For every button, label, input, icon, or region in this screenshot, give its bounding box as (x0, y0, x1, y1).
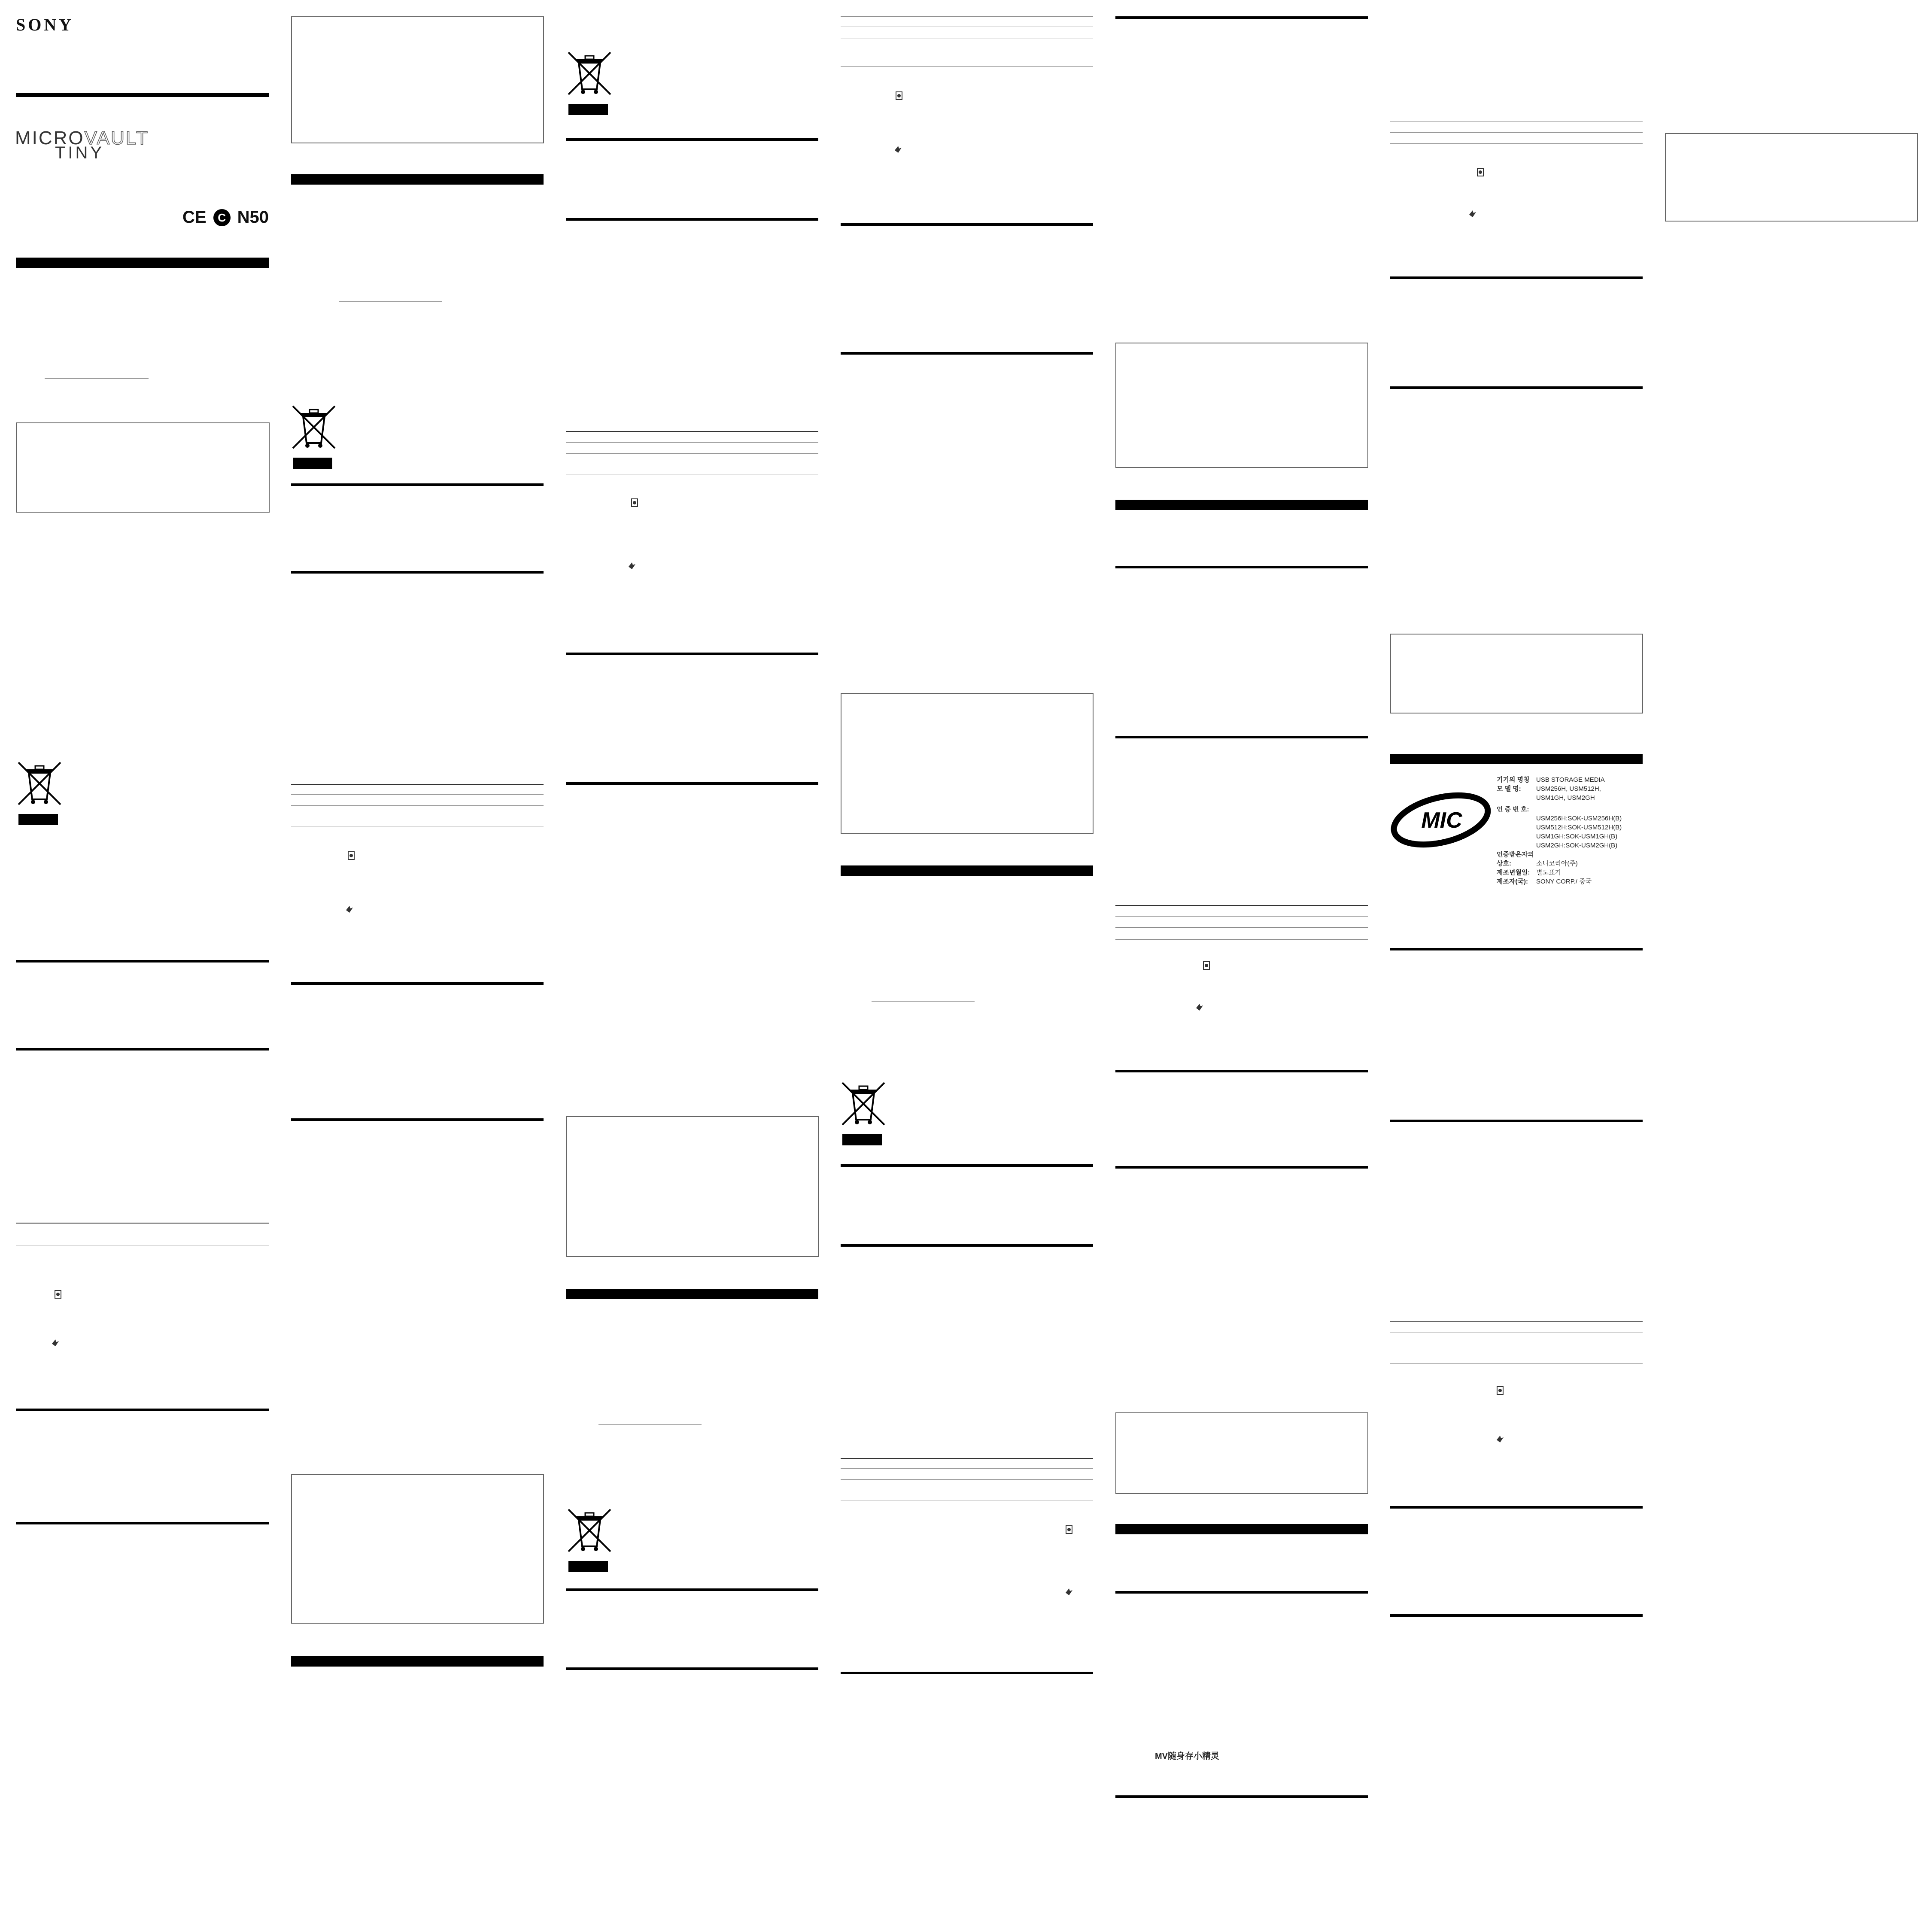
recycle-icon (347, 851, 355, 860)
section-rule (841, 223, 1093, 226)
sony-logo: SONY (16, 15, 74, 34)
weee-bin-icon (290, 404, 337, 472)
table-rule (291, 794, 544, 795)
table-rule (841, 1479, 1093, 1480)
section-rule (16, 93, 269, 97)
section-rule (1115, 1795, 1368, 1798)
mic-row: USM512H:SOK-USM512H(B) (1536, 824, 1622, 831)
section-header-bar (1115, 1524, 1368, 1534)
weee-bin-icon (566, 50, 613, 118)
table-rule (841, 66, 1093, 67)
notice-box (1665, 133, 1918, 222)
microvault-logo-line2: TINY (55, 143, 105, 162)
table-rule (1115, 939, 1368, 940)
mic-row: USM256H:SOK-USM256H(B) (1536, 815, 1622, 822)
section-rule (291, 982, 544, 985)
section-rule (841, 1244, 1093, 1247)
section-header-bar (291, 1656, 544, 1667)
section-rule (1115, 1591, 1368, 1594)
mv-chinese-logo: MV随身存小精灵 (1155, 1752, 1219, 1761)
c-tick-mark: C (213, 209, 231, 226)
weee-bin-icon (16, 760, 63, 829)
mic-row: USM1GH, USM2GH (1536, 794, 1595, 802)
recycle-icon (1496, 1386, 1504, 1395)
n50-mark: N50 (237, 208, 269, 227)
section-rule (16, 1409, 269, 1411)
table-rule (566, 442, 818, 443)
section-header-bar (16, 258, 269, 268)
underline (598, 1424, 702, 1425)
mic-row: 모 델 명: USM256H, USM512H, (1497, 785, 1601, 792)
recycle-icon (54, 1290, 62, 1299)
underline (872, 1001, 975, 1002)
certification-marks (182, 208, 269, 227)
section-rule (16, 960, 269, 962)
section-rule (1115, 736, 1368, 738)
underline (339, 301, 442, 302)
mic-row: 제조년월일: 별도표기 (1497, 869, 1561, 876)
table-rule (841, 1458, 1093, 1459)
pointer-icon (1496, 1434, 1504, 1443)
pointer-icon (894, 144, 902, 154)
section-rule (291, 483, 544, 486)
section-rule (566, 218, 818, 221)
notice-box (1115, 343, 1368, 468)
mic-row: USM2GH:SOK-USM2GH(B) (1536, 842, 1618, 849)
section-rule (16, 1048, 269, 1051)
section-rule (1115, 16, 1368, 19)
section-rule (566, 653, 818, 655)
pointer-icon (1195, 1002, 1204, 1011)
section-header-bar (1115, 500, 1368, 510)
section-header-bar (566, 1289, 818, 1299)
recycle-icon (1202, 961, 1211, 970)
notice-box (566, 1116, 819, 1257)
recycle-icon (630, 498, 639, 507)
mic-row: 제조자(국): SONY CORP./ 중국 (1497, 878, 1592, 885)
table-rule (841, 1468, 1093, 1469)
recycle-icon (895, 91, 903, 100)
notice-box (16, 422, 270, 513)
table-rule (16, 1223, 269, 1224)
recycle-icon (1065, 1525, 1073, 1534)
table-rule (291, 784, 544, 785)
section-rule (1390, 1614, 1643, 1617)
section-rule (1115, 566, 1368, 568)
pointer-icon (1065, 1587, 1073, 1596)
mic-row: 인증받은자의 상호: 소니코리아(주) (1497, 851, 1578, 867)
notice-box (1390, 634, 1643, 714)
pointer-icon (345, 904, 354, 914)
section-rule (566, 782, 818, 785)
ce-mark: CE (182, 208, 207, 227)
section-rule (291, 1118, 544, 1121)
weee-bin-icon (840, 1080, 887, 1149)
section-rule (1115, 1070, 1368, 1072)
table-rule (566, 431, 818, 432)
table-rule (841, 16, 1093, 17)
notice-box (1115, 1412, 1368, 1494)
section-header-bar (1390, 754, 1643, 764)
section-rule (291, 571, 544, 574)
section-rule (841, 1164, 1093, 1167)
weee-bin-icon (566, 1507, 613, 1576)
pointer-icon (628, 561, 636, 570)
table-rule (1390, 143, 1643, 144)
table-rule (1390, 1363, 1643, 1364)
section-rule (1390, 948, 1643, 950)
section-rule (841, 1672, 1093, 1674)
section-rule (1390, 276, 1643, 279)
section-rule (1390, 1120, 1643, 1122)
table-rule (1115, 927, 1368, 928)
pointer-icon (51, 1338, 60, 1347)
section-header-bar (291, 174, 544, 185)
section-rule (566, 1588, 818, 1591)
mic-row: USM1GH:SOK-USM1GH(B) (1536, 833, 1618, 840)
section-rule (1115, 1166, 1368, 1169)
notice-box (291, 1474, 544, 1624)
section-header-bar (841, 865, 1093, 876)
mic-row: 인 증 번 호: (1497, 806, 1529, 813)
section-rule (16, 1522, 269, 1524)
mic-logo-icon (1389, 790, 1492, 850)
microvault-logo-line1: MICROVAULT (15, 128, 149, 149)
svg-text:MIC: MIC (1421, 808, 1462, 833)
notice-box (291, 16, 544, 143)
notice-box (841, 693, 1094, 834)
recycle-icon (1476, 167, 1485, 177)
table-rule (566, 453, 818, 454)
table-rule (1390, 132, 1643, 133)
pointer-icon (1468, 209, 1477, 218)
section-rule (566, 138, 818, 141)
section-rule (841, 352, 1093, 355)
underline (45, 378, 149, 379)
table-rule (1390, 1321, 1643, 1322)
section-rule (566, 1667, 818, 1670)
table-rule (1115, 916, 1368, 917)
table-rule (291, 805, 544, 806)
section-rule (1390, 386, 1643, 389)
mic-info-block (1497, 775, 1622, 886)
mic-row: 기기의 명칭 USB STORAGE MEDIA (1497, 776, 1605, 783)
section-rule (1390, 1506, 1643, 1509)
table-rule (1115, 905, 1368, 906)
